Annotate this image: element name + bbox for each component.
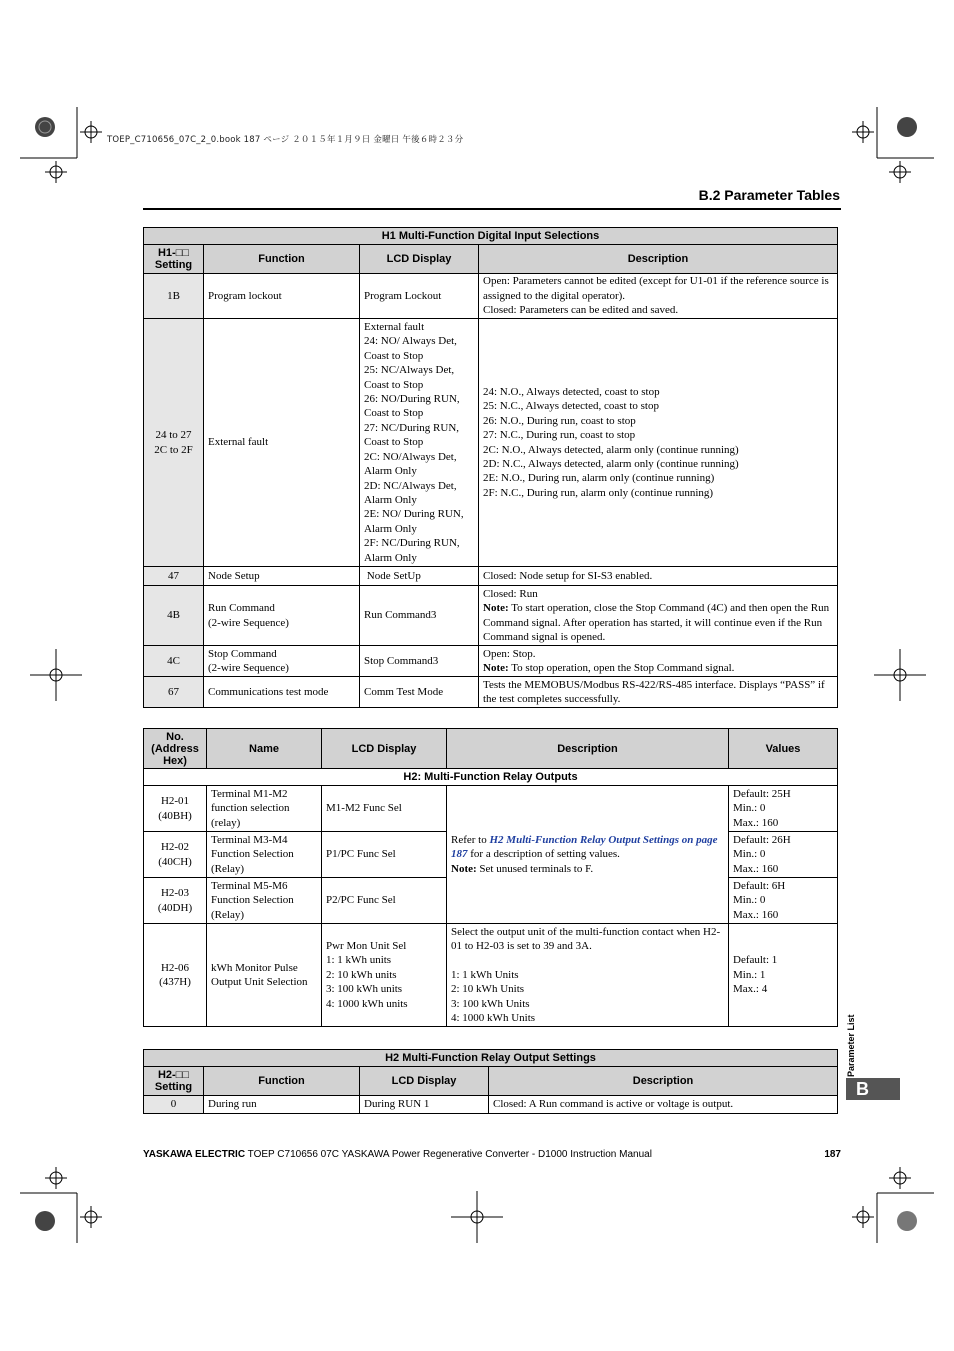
setting-cell: 24 to 27 2C to 2F — [144, 319, 204, 567]
lcd-cell: External fault 24: NO/ Always Det, Coast to Stop 25: NC/Always Det, Coast to Stop 26: NO/During RUN, Coast to Stop 27: NC/During RUN, Coast to Stop 2C: NO/Always Det, Alarm Only 2D: NC/Always Det, Alarm Only 2E: NO/ During RUN, Alarm Only 2F: NC/During RUN, Alarm Only — [360, 319, 479, 567]
note-text: Set unused terminals to F. — [476, 862, 594, 875]
name-cell: Terminal M5-M6 Function Selection (Relay) — [207, 878, 322, 924]
setting-cell: 4C — [144, 646, 204, 677]
values-cell: Default: 26H Min.: 0 Max.: 160 — [729, 832, 838, 878]
function-cell: Stop Command (2-wire Sequence) — [204, 646, 360, 677]
name-cell: Terminal M3-M4 Function Selection (Relay) — [207, 832, 322, 878]
print-job-info: TOEP_C710656_07C_2_0.book 187 ページ ２０１５年１月９日 金曜日 午後６時２３分 — [107, 135, 464, 145]
col-header-no: No. (Address Hex) — [144, 729, 207, 769]
name-cell: kWh Monitor Pulse Output Unit Selection — [207, 924, 322, 1027]
description-cell: Select the output unit of the multi-function contact when H2-01 to H2-03 is set to 39 and 3A. 1: 1 kWh Units 2: 10 kWh Units 3: 100 kWh Units 4: 1000 kWh Units — [447, 924, 729, 1027]
note — [483, 601, 833, 644]
note-text: To stop operation, open the Stop Command signal. — [508, 662, 735, 674]
side-section-label-text: Parameter List — [846, 1014, 856, 1077]
lcd-cell: M1-M2 Func Sel — [322, 786, 447, 832]
values-cell: Default: 1 Min.: 1 Max.: 4 — [729, 924, 838, 1027]
col-header-setting: H1-□□ Setting — [144, 245, 204, 274]
setting-cell: 67 — [144, 677, 204, 708]
description-cell: Closed: A Run command is active or voltage is output. — [489, 1096, 838, 1114]
col-header-description: Description — [479, 245, 838, 274]
note-text: To start operation, close the Stop Command (4C) and then open the Run Command signal. After operation has started, it will continue even if the Run Command signal is opened. — [483, 602, 830, 643]
lcd-cell: Stop Command3 — [360, 646, 479, 677]
lcd-cell: During RUN 1 — [360, 1096, 489, 1114]
note — [483, 661, 833, 675]
table-row — [144, 1096, 838, 1114]
function-cell: External fault — [204, 319, 360, 567]
col-header-description: Description — [447, 729, 729, 769]
page-number: 187 — [824, 1149, 841, 1160]
lcd-cell: Node SetUp — [360, 567, 479, 586]
values-cell: Default: 25H Min.: 0 Max.: 160 — [729, 786, 838, 832]
table-subheader: H2: Multi-Function Relay Outputs — [144, 769, 838, 786]
page-footer — [143, 1149, 841, 1160]
values-cell: Default: 6H Min.: 0 Max.: 160 — [729, 878, 838, 924]
section-header: B.2 Parameter Tables — [698, 187, 840, 203]
name-cell: Terminal M1-M2 function selection (relay) — [207, 786, 322, 832]
col-header-setting: H2-□□ Setting — [144, 1067, 204, 1096]
table-row — [144, 677, 838, 708]
table-row — [144, 924, 838, 1027]
col-header-lcd: LCD Display — [360, 245, 479, 274]
description-suffix: for a description of setting values. — [467, 848, 620, 861]
description-line: Open: Stop. — [483, 647, 536, 660]
table-row — [144, 786, 838, 832]
note-label: Note: — [483, 662, 509, 674]
col-header-description: Description — [489, 1067, 838, 1096]
col-header-function: Function — [204, 245, 360, 274]
function-cell: Program lockout — [204, 274, 360, 319]
table-row — [144, 319, 838, 567]
description-cell — [479, 586, 838, 646]
table-row — [144, 274, 838, 319]
col-header-lcd: LCD Display — [322, 729, 447, 769]
parameter-no-cell: H2-02 (40CH) — [144, 832, 207, 878]
h2-relay-outputs-table — [143, 728, 838, 1027]
col-header-lcd: LCD Display — [360, 1067, 489, 1096]
table-row — [144, 646, 838, 677]
lcd-cell: Pwr Mon Unit Sel 1: 1 kWh units 2: 10 kWh units 3: 100 kWh units 4: 1000 kWh units — [322, 924, 447, 1027]
side-section-label — [846, 1007, 860, 1077]
function-cell: Communications test mode — [204, 677, 360, 708]
table-row — [144, 586, 838, 646]
function-cell: Node Setup — [204, 567, 360, 586]
section-rule — [143, 208, 841, 210]
description-prefix: Refer to — [451, 833, 490, 846]
setting-cell: 1B — [144, 274, 204, 319]
setting-cell: 47 — [144, 567, 204, 586]
cross-reference-link[interactable]: H2 Multi-Function Relay Output Settings on page 187 — [451, 833, 718, 861]
lcd-cell: P1/PC Func Sel — [322, 832, 447, 878]
description-cell: Open: Parameters cannot be edited (except for U1-01 if the reference source is assigned to the digital operator). Closed: Parameters can be edited and saved. — [479, 274, 838, 319]
parameter-no-cell: H2-06 (437H) — [144, 924, 207, 1027]
lcd-cell: Run Command3 — [360, 586, 479, 646]
note-label: Note: — [483, 602, 509, 615]
col-header-values: Values — [729, 729, 838, 769]
description-cell: Closed: Node setup for SI-S3 enabled. — [479, 567, 838, 586]
lcd-cell: Comm Test Mode — [360, 677, 479, 708]
col-header-function: Function — [204, 1067, 360, 1096]
description-cell: Tests the MEMOBUS/Modbus RS-422/RS-485 interface. Displays “PASS” if the test completes successfully. — [479, 677, 838, 708]
footer-brand: YASKAWA ELECTRIC — [143, 1149, 246, 1160]
chapter-tab: B — [846, 1078, 900, 1100]
table-title: H1 Multi-Function Digital Input Selections — [144, 228, 838, 245]
note-label: Note: — [451, 862, 477, 875]
setting-cell: 4B — [144, 586, 204, 646]
setting-cell: 0 — [144, 1096, 204, 1114]
description-cell: 24: N.O., Always detected, coast to stop 25: N.C., Always detected, coast to stop 26: N.O., During run, coast to stop 27: N.C., During run, coast to stop 2C: N.O., Always detected, alarm only (continue running) 2D: N.C., Always detected, alarm only (continue running) 2E: N.O., During run, alarm only (continue running) 2F: N.C., During run, alarm only (continue running) — [479, 319, 838, 567]
lcd-cell: P2/PC Func Sel — [322, 878, 447, 924]
description-cell — [479, 646, 838, 677]
h2-output-settings-table — [143, 1049, 838, 1114]
function-cell: During run — [204, 1096, 360, 1114]
shared-description-cell — [447, 786, 729, 924]
parameter-no-cell: H2-03 (40DH) — [144, 878, 207, 924]
parameter-no-cell: H2-01 (40BH) — [144, 786, 207, 832]
function-cell: Run Command (2-wire Sequence) — [204, 586, 360, 646]
lcd-cell: Program Lockout — [360, 274, 479, 319]
h1-input-selections-table — [143, 227, 838, 708]
col-header-name: Name — [207, 729, 322, 769]
table-title: H2 Multi-Function Relay Output Settings — [144, 1050, 838, 1067]
footer-manual-title: TOEP C710656 07C YASKAWA Power Regenerative Converter - D1000 Instruction Manual — [245, 1149, 652, 1160]
description-line: Closed: Run — [483, 587, 538, 600]
table-row — [144, 567, 838, 586]
